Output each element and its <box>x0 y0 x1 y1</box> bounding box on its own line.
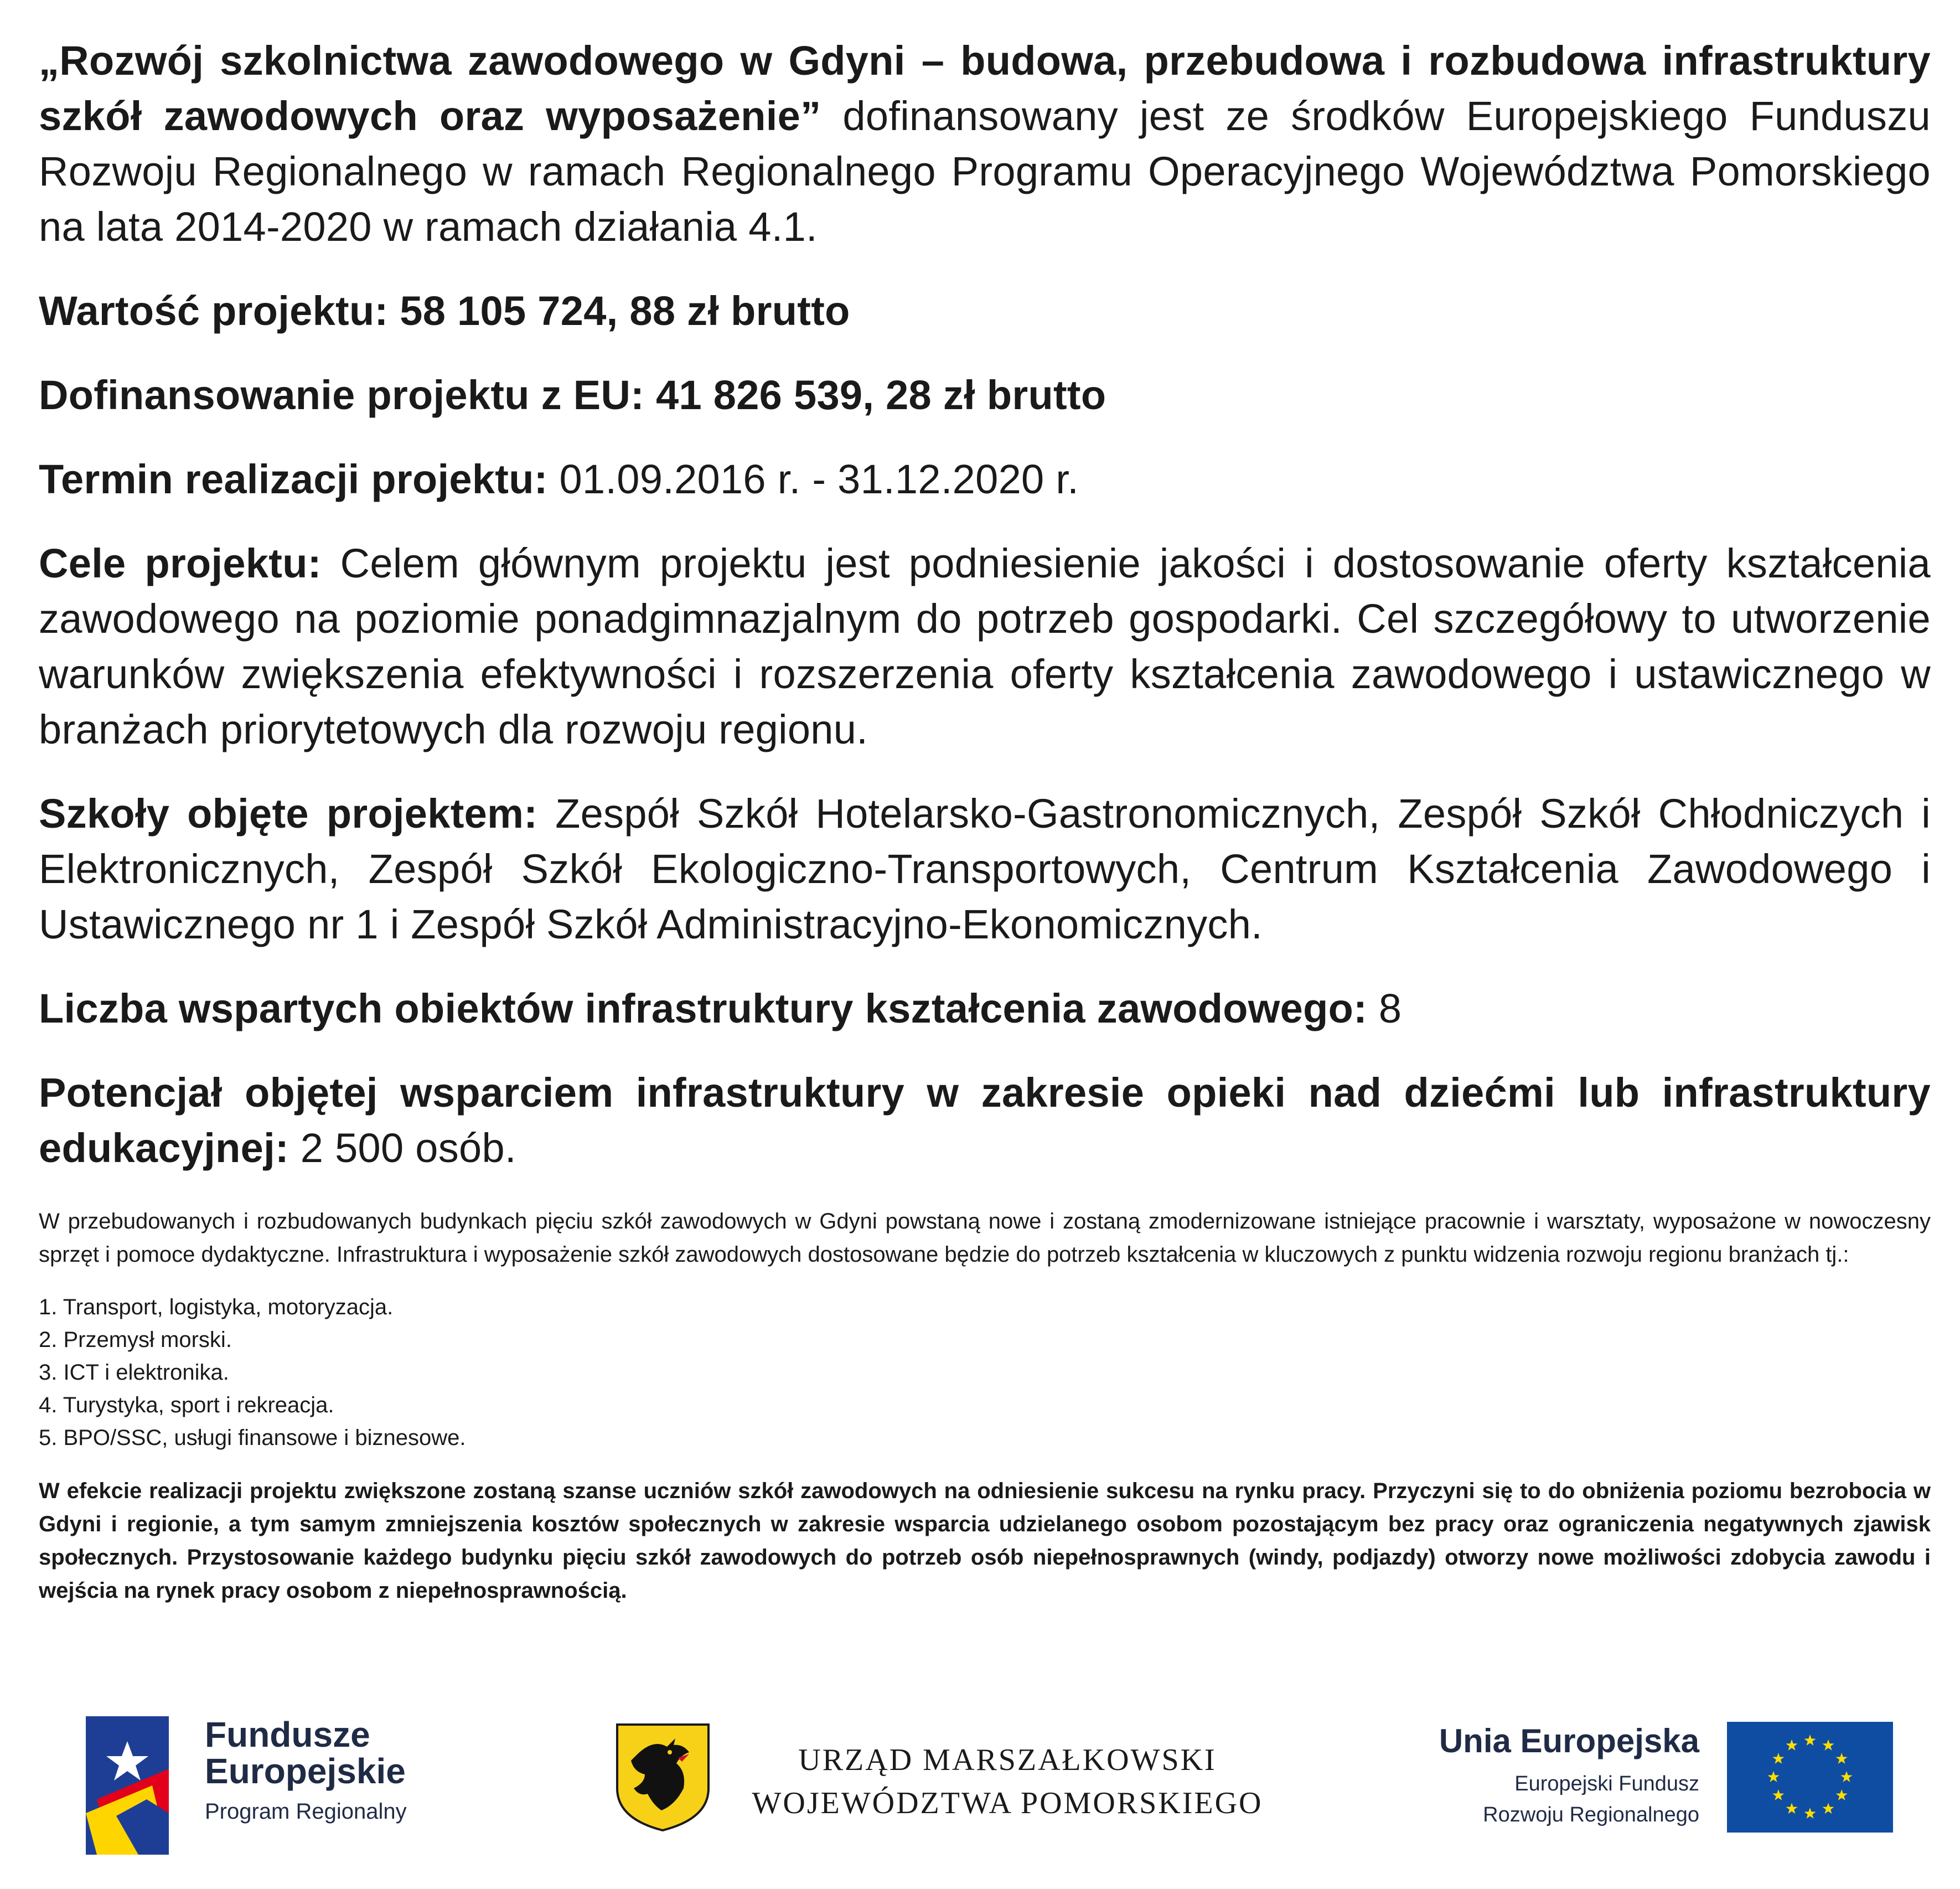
ue-line3: Rozwoju Regionalnego <box>1483 1803 1699 1826</box>
project-term-value: 01.09.2016 r. - 31.12.2020 r. <box>547 456 1079 502</box>
project-objects-label: Liczba wspartych obiektów infrastruktury kształcenia zawodowego: <box>39 985 1368 1031</box>
project-schools-label: Szkoły objęte projektem: <box>39 791 538 837</box>
um-line2: WOJEWÓDZTWA POMORSKIEGO <box>752 1786 1263 1820</box>
project-potential-value: 2 500 osób. <box>288 1125 516 1171</box>
um-line1: URZĄD MARSZAŁKOWSKI <box>798 1743 1217 1777</box>
project-funding-label: Dofinansowanie projektu z EU: 41 826 539, 28 zł brutto <box>39 372 1106 418</box>
fe-line3: Program Regionalny <box>205 1799 407 1824</box>
list-item: 5. BPO/SSC, usługi finansowe i biznesowe. <box>39 1426 466 1450</box>
details-effect: W efekcie realizacji projektu zwiększone zostaną szanse uczniów szkół zawodowych na odniesienie sukcesu na rynku pracy. Przyczyni się to do obniżenia poziomu bezrobocia w Gdyni i regionie, a tym samym zmniejszenia kosztów społecznych w zakresie wsparcia udzielanego osobom pozostającym bez pracy oraz ograniczenia negatywnych zjawisk społecznych. Przystosowanie każdego budynku pięciu szkół zawodowych do potrzeb osób niepełnosprawnych (windy, podjazdy) otworzy nowe możliwości zdobycia zawodu i wejścia na rynek pracy osobom z niepełnosprawnością. <box>39 1479 1931 1603</box>
project-value-label: Wartość projektu: 58 105 724, 88 zł brutto <box>39 288 850 334</box>
project-potential <box>39 1065 1931 1176</box>
list-item: 1. Transport, logistyka, motoryzacja. <box>39 1295 394 1319</box>
project-goals <box>39 536 1931 757</box>
project-schools <box>39 786 1931 952</box>
project-title: „Rozwój szkolnictwa zawodowego w Gdyni – budowa, przebudowa i rozbudowa infrastruktury szkół zawodowych oraz wyposażenie” <box>39 38 1931 139</box>
project-term-label: Termin realizacji projektu: <box>39 456 548 502</box>
unia-europejska-text <box>1373 1722 1699 1830</box>
list-item: 2. Przemysł morski. <box>39 1328 232 1352</box>
list-item: 4. Turystyka, sport i rekreacja. <box>39 1393 334 1417</box>
ue-line1: Unia Europejska <box>1439 1722 1699 1759</box>
project-intro <box>39 33 1931 255</box>
project-schools-value: Zespół Szkół Hotelarsko-Gastronomicznych, Zespół Szkół Chłodniczych i Elektronicznych, Zespół Szkół Ekologiczno-Transportowych, Centrum Kształcenia Zawodowego i Ustawicznego nr 1 i Zespół Szkół Administracyjno-Ekonomicznych. <box>39 791 1931 947</box>
project-objects <box>39 981 1931 1036</box>
eu-flag-icon <box>1727 1722 1893 1833</box>
fundusze-europejskie-text <box>205 1716 407 1824</box>
fe-line1: Fundusze <box>205 1715 370 1754</box>
urzad-marszalkowski-logo <box>614 1722 1279 1844</box>
project-term <box>39 452 1931 507</box>
project-objects-value: 8 <box>1367 985 1402 1031</box>
project-intro-text: dofinansowany jest ze środków Europejskiego Funduszu Rozwoju Regionalnego w ramach Regionalnego Programu Operacyjnego Województwa Pomorskiego na lata 2014-2020 w ramach działania 4.1. <box>39 93 1931 250</box>
project-potential-label: Potencjał objętej wsparciem infrastruktury w zakresie opieki nad dziećmi lub infrastruktury edukacyjnej: <box>39 1070 1931 1171</box>
project-goals-label: Cele projektu: <box>39 540 322 586</box>
sector-list <box>39 1291 1931 1454</box>
fe-line2: Europejskie <box>205 1751 406 1791</box>
fundusze-europejskie-icon <box>86 1716 185 1855</box>
fundusze-europejskie-logo <box>86 1716 473 1860</box>
project-funding <box>39 368 1931 423</box>
details-intro: W przebudowanych i rozbudowanych budynkach pięciu szkół zawodowych w Gdyni powstaną nowe i zostaną zmodernizowane istniejące pracownie i warsztaty, wyposażone w nowoczesny sprzęt i pomoce dydaktyczne. Infrastruktura i wyposażenie szkół zawodowych dostosowane będzie do potrzeb kształcenia w kluczowych z punktu widzenia rozwoju regionu branżach tj.: <box>39 1209 1931 1267</box>
document-body <box>39 33 1931 1607</box>
project-goals-value: Celem głównym projektu jest podniesienie jakości i dostosowanie oferty kształcenia zawodowego na poziomie ponadgimnazjalnym do potrzeb gospodarki. Cel szczegółowy to utworzenie warunków zwiększenia efektywności i rozszerzenia oferty kształcenia zawodowego i ustawicznego w branżach priorytetowych dla rozwoju regionu. <box>39 540 1931 752</box>
unia-europejska-logo <box>1373 1722 1899 1855</box>
pomorskie-coat-of-arms-icon <box>614 1722 711 1833</box>
urzad-marszalkowski-text <box>736 1738 1279 1825</box>
logos-bar <box>0 1700 1960 1860</box>
project-value <box>39 283 1931 339</box>
list-item: 3. ICT i elektronika. <box>39 1360 229 1385</box>
ue-line2: Europejski Fundusz <box>1514 1772 1699 1795</box>
